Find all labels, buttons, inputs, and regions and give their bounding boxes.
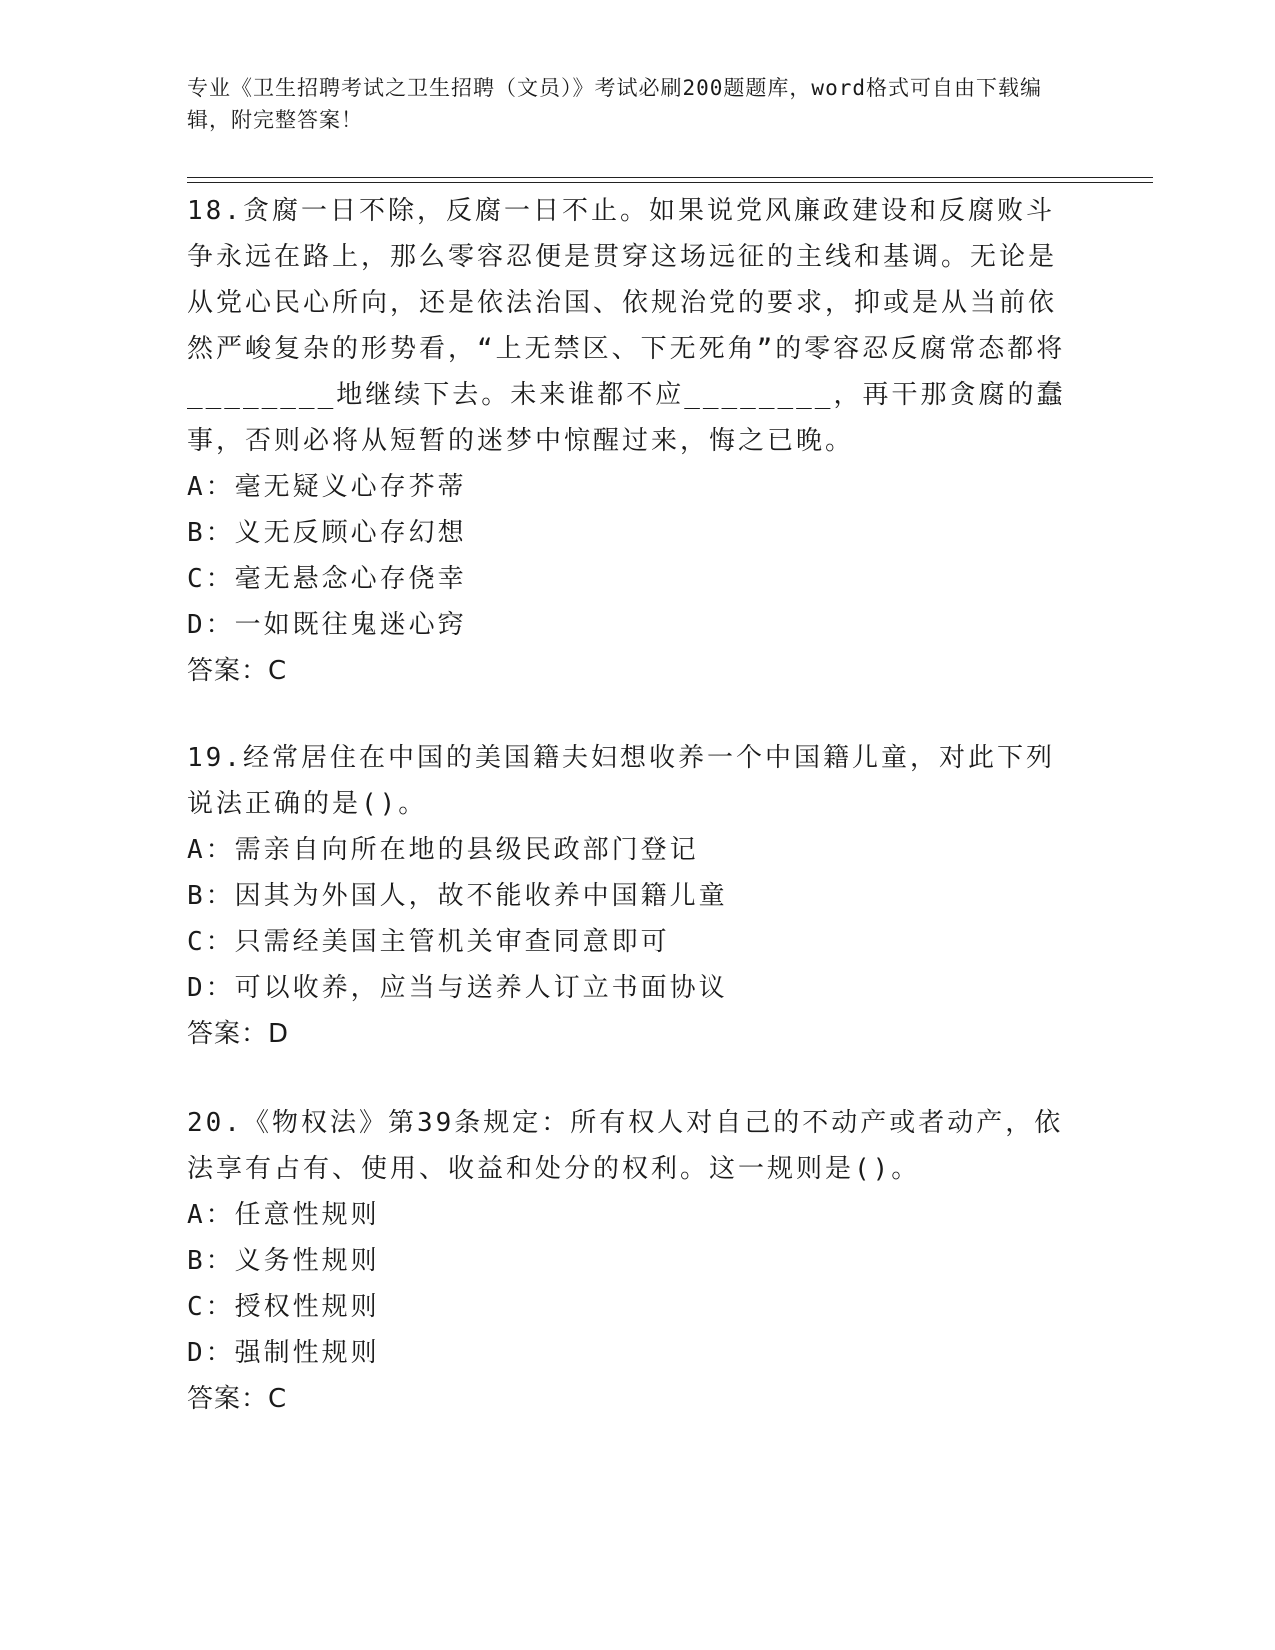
question-stem: 20.《物权法》第39条规定：所有权人对自己的不动产或者动产，依法享有占有、使用、收益和处分的权利。这一规则是()。	[187, 1108, 1064, 1184]
option-c: C：毫无悬念心存侥幸	[187, 564, 467, 594]
option-b: B：因其为外国人，故不能收养中国籍儿童	[187, 881, 728, 911]
question-stem: 18.贪腐一日不除，反腐一日不止。如果说党风廉政建设和反腐败斗争永远在路上，那么零容忍便是贯穿这场远征的主线和基调。无论是从党心民心所向，还是依法治国、依规治党的要求，抑或是从当前依然严峻复杂的形势看，“上无禁区、下无死角”的零容忍反腐常态都将________地继续下去。未来谁都不应________，再干那贪腐的蠢事，否则必将从短暂的迷梦中惊醒过来，悔之已晚。	[187, 196, 1066, 456]
option-d: D：一如既往鬼迷心窍	[187, 610, 467, 640]
answer-line: 答案：C	[187, 1384, 288, 1414]
option-a: A：需亲自向所在地的县级民政部门登记	[187, 835, 699, 865]
header-rule-top	[187, 177, 1153, 178]
header-rule-bottom	[187, 182, 1153, 183]
question-18	[187, 188, 1077, 694]
question-stem: 19.经常居住在中国的美国籍夫妇想收养一个中国籍儿童，对此下列说法正确的是()。	[187, 743, 1055, 819]
option-a: A：任意性规则	[187, 1200, 380, 1230]
document-header: 专业《卫生招聘考试之卫生招聘（文员）》考试必刷200题题库，word格式可自由下载编辑，附完整答案！	[187, 76, 1042, 132]
option-c: C：只需经美国主管机关审查同意即可	[187, 927, 670, 957]
answer-line: 答案：C	[187, 656, 288, 686]
option-a: A：毫无疑义心存芥蒂	[187, 472, 467, 502]
question-19	[187, 735, 1077, 1057]
option-d: D：强制性规则	[187, 1338, 380, 1368]
option-d: D：可以收养，应当与送养人订立书面协议	[187, 973, 728, 1003]
answer-line: 答案：D	[187, 1019, 290, 1049]
question-20	[187, 1100, 1077, 1422]
option-c: C：授权性规则	[187, 1292, 380, 1322]
option-b: B：义务性规则	[187, 1246, 380, 1276]
option-b: B：义无反顾心存幻想	[187, 518, 467, 548]
